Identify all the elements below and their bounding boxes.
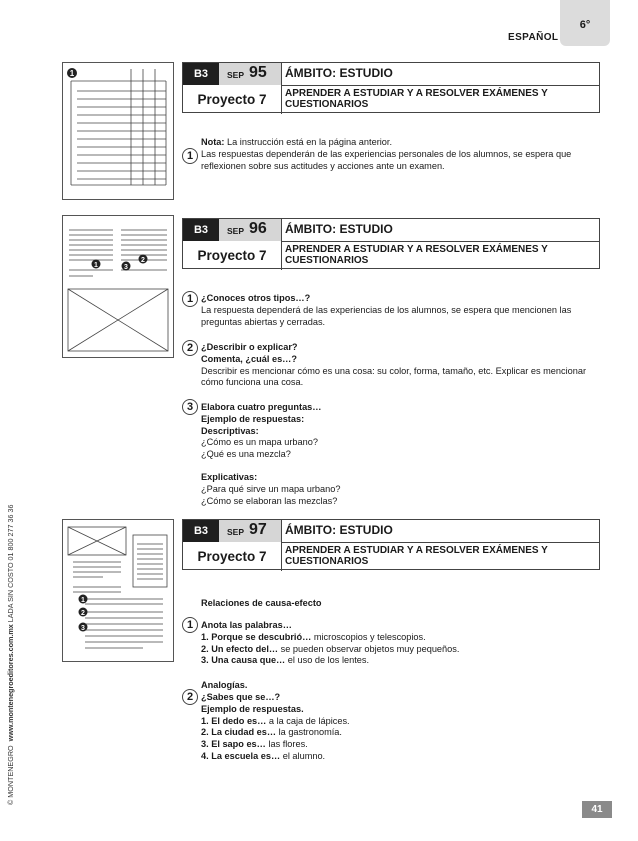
question-title: ¿Describir o explicar?	[201, 342, 298, 352]
thumbnail-97-marker-3-label: 3	[81, 625, 85, 632]
analogias-heading	[201, 680, 600, 692]
question-title: Anota las palabras…	[201, 620, 292, 630]
ambito-title: ÁMBITO: ESTUDIO	[285, 66, 393, 80]
example-label: Ejemplo de respuestas.	[201, 703, 304, 714]
item-text: el alumno.	[280, 750, 326, 761]
thumbnail-page-97	[62, 519, 174, 662]
publisher-website: www.montenegroeditores.com.mx	[6, 624, 15, 742]
aprender-title: APRENDER A ESTUDIAR Y A RESOLVER EXÁMENES Y CUESTIONARIOS	[285, 244, 548, 266]
thumbnail-96-drawing	[63, 216, 173, 357]
proyecto-label: Proyecto 7	[197, 248, 267, 263]
nota-text: La instrucción está en la página anterior.	[224, 137, 393, 147]
number-circle-2: 2	[182, 689, 198, 705]
explicative-question-1: ¿Para qué sirve un mapa urbano?	[201, 483, 341, 494]
ambito-title: ÁMBITO: ESTUDIO	[285, 523, 393, 537]
header-rule	[281, 241, 599, 242]
sep-label: SEP	[227, 226, 245, 236]
item-text: microscopios y telescopios.	[311, 631, 426, 642]
sep-number: 95	[249, 64, 267, 81]
descriptive-question-1: ¿Cómo es un mapa urbano?	[201, 437, 318, 448]
number-circle-3: 3	[182, 399, 198, 415]
item-text: a la caja de lápices.	[266, 715, 350, 726]
subject-label: ESPAÑOL	[508, 32, 559, 43]
relaciones-label: Relaciones de causa-efecto	[201, 598, 322, 608]
section-header-97	[182, 519, 600, 570]
sep-label: SEP	[227, 527, 245, 537]
question-97-1	[201, 620, 600, 667]
thumbnail-page-95	[62, 62, 174, 200]
proyecto-label: Proyecto 7	[197, 549, 267, 564]
thumbnail-97-marker-1-label: 1	[81, 597, 85, 604]
sep-box	[219, 219, 281, 241]
thumbnail-97-drawing	[63, 520, 173, 661]
sep-label: SEP	[227, 70, 245, 80]
explicative-label: Explicativas:	[201, 471, 258, 482]
spacer	[201, 461, 600, 472]
page-number: 41	[582, 801, 612, 818]
analogias-label: Analogías.	[201, 680, 248, 690]
item-label: 3. El sapo es…	[201, 739, 266, 750]
section-header-95	[182, 62, 600, 113]
thumbnail-95-marker-1-label: 1	[69, 69, 75, 78]
item-label: 2. Un efecto del…	[201, 643, 279, 654]
question-title: Elabora cuatro preguntas…	[201, 402, 322, 412]
item-text: la gastronomía.	[276, 727, 342, 738]
question-96-2	[201, 342, 600, 389]
item-text: las flores.	[265, 739, 308, 750]
item-label: 1. Porque se descubrió…	[201, 631, 312, 642]
descriptive-label: Descriptivas:	[201, 425, 259, 436]
question-97-2	[201, 692, 600, 763]
number-circle-1: 1	[182, 148, 198, 164]
block-badge: B3	[183, 520, 219, 542]
block-badge: B3	[183, 63, 219, 85]
sep-box	[219, 520, 281, 542]
item-text: se pueden observar objetos muy pequeños.	[278, 643, 460, 654]
block-badge: B3	[183, 219, 219, 241]
aprender-title: APRENDER A ESTUDIAR Y A RESOLVER EXÁMENES Y CUESTIONARIOS	[285, 88, 548, 110]
header-divider	[281, 63, 282, 114]
number-circle-2: 2	[182, 340, 198, 356]
question-answer: La respuesta dependerá de las experiencias de los alumnos, se espera que mencionen las preguntas abiertas y cerradas.	[201, 304, 572, 327]
thumbnail-96-marker-2-label: 2	[141, 257, 145, 264]
example-label: Ejemplo de respuestas:	[201, 413, 305, 424]
section-header-96	[182, 218, 600, 269]
number-circle-1: 1	[182, 617, 198, 633]
item-label: 3. Una causa que…	[201, 655, 286, 666]
side-credit	[6, 505, 15, 806]
publisher-credit: © MONTENEGRO	[6, 745, 15, 805]
item-label: 1. El dedo es…	[201, 715, 267, 726]
grade-label: 6°	[579, 19, 591, 31]
explicative-question-2: ¿Cómo se elaboran las mezclas?	[201, 495, 338, 506]
item-label: 4. La escuela es…	[201, 750, 281, 761]
question-answer: Describir es mencionar cómo es una cosa: su color, forma, tamaño, etc. Explicar es mencionar cómo funciona una cosa.	[201, 365, 587, 388]
thumbnail-96-marker-3-label: 3	[124, 264, 128, 271]
thumbnail-97-marker-2-label: 2	[81, 610, 85, 617]
item-text: el uso de los lentes.	[285, 655, 370, 666]
question-title: ¿Conoces otros tipos…?	[201, 293, 311, 303]
aprender-title: APRENDER A ESTUDIAR Y A RESOLVER EXÁMENES Y CUESTIONARIOS	[285, 545, 548, 567]
thumbnail-95-drawing	[63, 63, 173, 199]
thumbnail-96-marker-1-label: 1	[94, 262, 98, 269]
question-subtitle: Comenta, ¿cuál es…?	[201, 353, 297, 364]
ambito-title: ÁMBITO: ESTUDIO	[285, 222, 393, 236]
descriptive-question-2: ¿Qué es una mezcla?	[201, 449, 291, 460]
nota-label: Nota:	[201, 137, 225, 147]
answer-95: Las respuestas dependerán de las experiencias personales de los alumnos, se espera que reflexionen sobre sus actitudes y acciones ante un examen.	[201, 149, 572, 171]
sep-number: 97	[249, 521, 267, 538]
question-title: ¿Sabes que se…?	[201, 692, 281, 702]
relaciones-heading	[201, 598, 600, 610]
header-rule	[281, 542, 599, 543]
header-divider	[281, 520, 282, 571]
thumbnail-page-96	[62, 215, 174, 358]
header-rule	[281, 85, 599, 86]
item-label: 2. La ciudad es…	[201, 727, 277, 738]
grade-tab	[560, 0, 610, 46]
nota-line	[201, 137, 600, 149]
question-96-3	[201, 402, 600, 507]
number-circle-1: 1	[182, 291, 198, 307]
question-96-1	[201, 293, 600, 328]
header-divider	[281, 219, 282, 270]
publisher-phone: LADA SIN COSTO 01 800 277 36 36	[6, 504, 15, 623]
sep-number: 96	[249, 220, 267, 237]
sep-box	[219, 63, 281, 85]
proyecto-label: Proyecto 7	[197, 92, 267, 107]
